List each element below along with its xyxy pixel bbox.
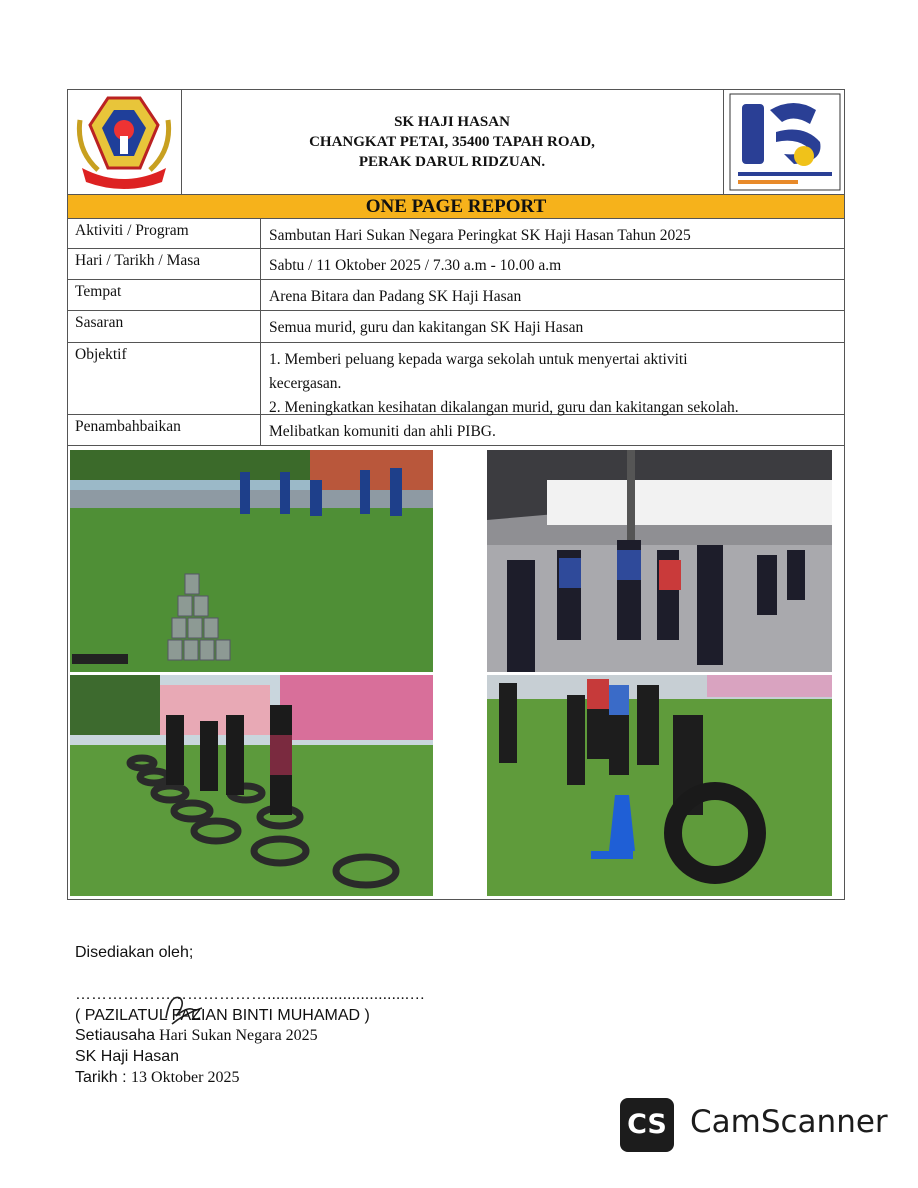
school-crest-cell bbox=[68, 90, 182, 194]
objective-1: 1. Memberi peluang kepada warga sekolah untuk menyertai aktiviti bbox=[269, 351, 688, 368]
row-value bbox=[269, 348, 834, 420]
row-target bbox=[68, 311, 844, 343]
camscanner-brand: CamScanner bbox=[690, 1104, 888, 1140]
pdpc-logo bbox=[724, 90, 845, 194]
row-value: Arena Bitara dan Padang SK Haji Hasan bbox=[269, 288, 522, 305]
photo-tyre-hop bbox=[70, 675, 433, 896]
preparer-school: SK Haji Hasan bbox=[75, 1048, 180, 1065]
row-label: Aktiviti / Program bbox=[75, 222, 189, 239]
prepared-by-label: Disediakan oleh; bbox=[75, 944, 194, 961]
objective-2: 2. Meningkatkan kesihatan dikalangan murid, guru dan kakitangan sekolah. bbox=[269, 399, 739, 416]
report-date bbox=[75, 1069, 239, 1087]
signature-line: ………………………………................................… bbox=[75, 986, 426, 1003]
role-event: Hari Sukan Negara 2025 bbox=[155, 1027, 318, 1044]
row-label: Tempat bbox=[75, 283, 122, 300]
photo-tyre-rolling bbox=[487, 675, 832, 896]
date-label: Tarikh : bbox=[75, 1069, 132, 1086]
row-activity bbox=[68, 219, 844, 249]
role-prefix: Setiausaha bbox=[75, 1027, 156, 1044]
report-header bbox=[68, 90, 844, 195]
objective-1-cont: kecergasan. bbox=[269, 375, 342, 392]
school-street: CHANGKAT PETAI, 35400 TAPAH ROAD, bbox=[309, 134, 595, 150]
row-improvement bbox=[68, 415, 844, 446]
school-crest-logo bbox=[68, 90, 181, 194]
row-venue bbox=[68, 280, 844, 311]
row-value: Sambutan Hari Sukan Negara Peringkat SK Haji Hasan Tahun 2025 bbox=[269, 227, 691, 244]
row-label: Penambahbaikan bbox=[75, 418, 181, 435]
row-value: Semua murid, guru dan kakitangan SK Haji Hasan bbox=[269, 319, 584, 336]
row-value: Melibatkan komuniti dan ahli PIBG. bbox=[269, 423, 496, 440]
row-value: Sabtu / 11 Oktober 2025 / 7.30 a.m - 10.00 a.m bbox=[269, 257, 562, 274]
row-date bbox=[68, 249, 844, 280]
pdpc-logo-cell bbox=[723, 90, 845, 194]
school-address bbox=[182, 112, 722, 172]
photo-hall-exercise bbox=[487, 450, 832, 672]
school-state: PERAK DARUL RIDZUAN. bbox=[358, 154, 546, 170]
report-sheet bbox=[67, 89, 845, 900]
row-label: Hari / Tarikh / Masa bbox=[75, 252, 201, 269]
date-value: 13 Oktober 2025 bbox=[131, 1069, 240, 1086]
preparer-role bbox=[75, 1027, 318, 1045]
photo-tin-can-game bbox=[70, 450, 433, 672]
row-objective bbox=[68, 343, 844, 415]
report-title: ONE PAGE REPORT bbox=[68, 195, 844, 219]
row-label: Sasaran bbox=[75, 314, 124, 331]
row-label: Objektif bbox=[75, 346, 127, 363]
school-name: SK HAJI HASAN bbox=[394, 114, 510, 130]
camscanner-logo-icon: CS bbox=[620, 1098, 674, 1152]
preparer-name: ( PAZILATUL FAZIAN BINTI MUHAMAD ) bbox=[75, 1007, 370, 1024]
